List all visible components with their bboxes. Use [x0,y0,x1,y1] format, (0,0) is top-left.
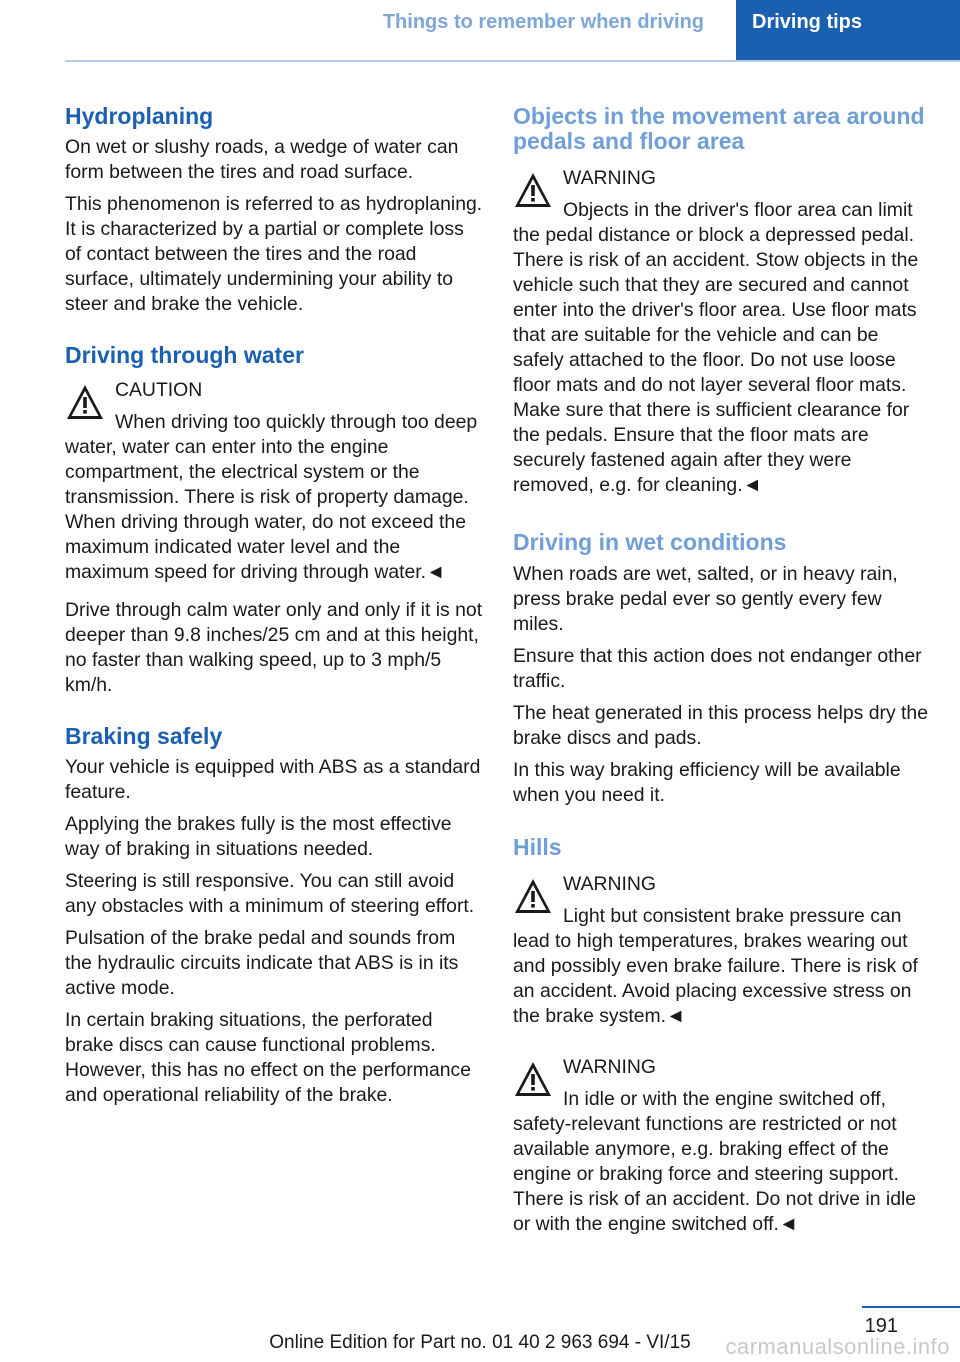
warning-block-objects [513,166,933,498]
warning-text-content: Objects in the driver's floor area can limit the pedal distance or block a depressed pedal. There is risk of an accident. Stow objects in the vehicle such that they are secured and cannot enter into the driver's floor area. Use floor mats that are suitable for the vehicle and can be safely attached to the floor. Do not use loose floor mats and do not layer several floor mats. Make sure that there is sufficient clearance for the pedals. Ensure that the floor mats are securely fastened again after they were removed, e.g. for cleaning.◄ [513,199,919,496]
page-number: 191 [864,1315,898,1337]
hydroplaning-para-2: This phenomenon is referred to as hydroplaning. It is characterized by a partial or complete loss of contact between the tires and the road surface, ultimately undermining your ability to steer and brake the vehicle. [65,193,483,315]
page-header [0,0,960,62]
braking-para-4: Pulsation of the brake pedal and sounds from the hydraulic circuits indicate that ABS is in its active mode. [65,927,459,999]
heading-hydroplaning: Hydroplaning [65,103,214,129]
warning-text [513,198,933,498]
wet-para-3: The heat generated in this process helps dry the brake discs and pads. [513,702,928,749]
warning-triangle-icon [513,876,553,916]
wet-para-2: Ensure that this action does not endanger other traffic. [513,645,922,692]
heading-driving-wet-conditions: Driving in wet conditions [513,529,787,555]
footer-edition: Online Edition for Part no. 01 40 2 963 694 - VI/15 [269,1332,691,1353]
heading-braking-safely: Braking safely [65,723,223,749]
warning-triangle-icon [513,170,553,210]
braking-para-3: Steering is still responsive. You can still avoid any obstacles with a minimum of steering effort. [65,870,475,917]
warning-text [513,1087,933,1237]
header-chapter-tab [736,0,960,62]
warning-text [513,904,933,1029]
braking-para-2: Applying the brakes fully is the most effective way of braking in situations needed. [65,813,452,860]
heading-driving-through-water: Driving through water [65,342,304,368]
watermark: carmanualsonline.info [725,1334,950,1359]
heading-objects-floor-area: Objects in the movement area around pedals and floor area [513,103,925,154]
header-rule [65,60,960,62]
warning-label: WARNING [563,167,656,189]
warning-label: WARNING [563,1056,656,1078]
caution-label: CAUTION [115,379,203,401]
braking-para-5: In certain braking situations, the perforated brake discs can cause functional problems. However, this has no effect on the performance and operational reliability of the brake. [65,1009,472,1106]
warning-block-hills-1 [513,872,933,1029]
warning-text-content: Light but consistent brake pressure can lead to high temperatures, brakes wearing out and possibly even brake failure. There is risk of an accident. Avoid placing excessive stress on the brake system.◄ [513,905,918,1027]
water-para-1: Drive through calm water only and only if it is not deeper than 9.8 inches/25 cm and at this height, no faster than walking speed, up to 3 mph/5 km/h. [65,599,483,696]
heading-hills: Hills [513,834,562,860]
wet-para-4: In this way braking efficiency will be available when you need it. [513,759,901,806]
header-chapter-label: Driving tips [752,11,863,33]
caution-text-content: When driving too quickly through too deep water, water can enter into the engine compartment, the electrical system or the transmission. There is risk of property damage. When driving through water, do not exceed the maximum indicated water level and the maximum speed for driving through water.◄ [65,411,478,583]
warning-triangle-icon [513,1059,553,1099]
hydroplaning-para-1: On wet or slushy roads, a wedge of water can form between the tires and road surface. [65,136,459,183]
warning-text-content: In idle or with the engine switched off, safety-relevant functions are restricted or not available anymore, e.g. braking effect of the engine or braking force and steering support. There is risk of an accident. Do not drive in idle or with the engine switched off.◄ [513,1088,917,1235]
footer-rule [862,1306,960,1308]
braking-para-1: Your vehicle is equipped with ABS as a standard feature. [65,756,481,803]
warning-triangle-icon [65,382,105,422]
caution-text [65,410,485,585]
wet-para-1: When roads are wet, salted, or in heavy rain, press brake pedal ever so gently every few miles. [513,563,898,635]
warning-label: WARNING [563,873,656,895]
caution-block [65,378,485,585]
right-column [513,100,933,1237]
warning-block-hills-2 [513,1055,933,1237]
header-section-title: Things to remember when driving [382,11,704,33]
left-column [65,100,485,1108]
